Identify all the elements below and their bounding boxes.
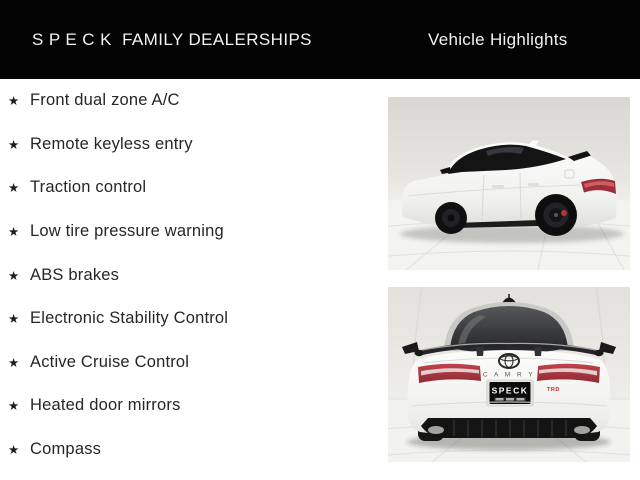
star-bullet-icon: ★ xyxy=(8,225,20,240)
dealership-name: S P E C K FAMILY DEALERSHIPS xyxy=(32,29,312,49)
feature-item xyxy=(8,79,396,123)
left-exhaust-tip xyxy=(428,426,444,434)
rear-diffuser xyxy=(421,418,597,438)
feature-label: Low tire pressure warning xyxy=(30,222,224,241)
feature-item xyxy=(8,253,396,297)
feature-item xyxy=(8,123,396,167)
feature-item xyxy=(8,341,396,385)
camry-rear-illustration xyxy=(388,287,630,462)
trunk-model-letters: C A M R Y xyxy=(482,371,536,379)
star-bullet-icon: ★ xyxy=(8,443,20,458)
feature-label: Remote keyless entry xyxy=(30,134,193,153)
brake-caliper xyxy=(561,210,567,216)
vehicle-photo-rear-quarter[interactable] xyxy=(388,97,630,270)
vehicle-photo-rear[interactable] xyxy=(388,287,630,462)
star-bullet-icon: ★ xyxy=(8,94,20,109)
feature-label: Traction control xyxy=(30,178,147,197)
star-bullet-icon: ★ xyxy=(8,399,20,414)
rear-wheel xyxy=(535,194,577,236)
feature-item xyxy=(8,384,396,428)
feature-label: ABS brakes xyxy=(30,265,120,284)
star-bullet-icon: ★ xyxy=(8,312,20,327)
page-title: Vehicle Highlights xyxy=(428,29,568,49)
front-wheel xyxy=(435,202,467,234)
star-bullet-icon: ★ xyxy=(8,268,20,283)
license-plate xyxy=(489,382,531,405)
feature-label: Compass xyxy=(30,440,102,459)
feature-list xyxy=(0,79,396,471)
feature-item xyxy=(8,210,396,254)
feature-item xyxy=(8,166,396,210)
feature-label: Active Cruise Control xyxy=(30,352,190,371)
feature-label: Front dual zone A/C xyxy=(30,91,180,110)
star-bullet-icon: ★ xyxy=(8,181,20,196)
feature-label: Electronic Stability Control xyxy=(30,309,229,328)
right-exhaust-tip xyxy=(574,426,590,434)
star-bullet-icon: ★ xyxy=(8,355,20,370)
header-bar xyxy=(0,0,640,79)
feature-item xyxy=(8,428,396,472)
star-bullet-icon: ★ xyxy=(8,137,20,152)
car-shadow xyxy=(400,225,624,243)
trd-badge: TRD xyxy=(547,387,560,393)
feature-label: Heated door mirrors xyxy=(30,396,181,415)
license-plate-text: SPECK xyxy=(491,385,529,396)
camry-rear-quarter-illustration xyxy=(388,97,630,270)
feature-item xyxy=(8,297,396,341)
